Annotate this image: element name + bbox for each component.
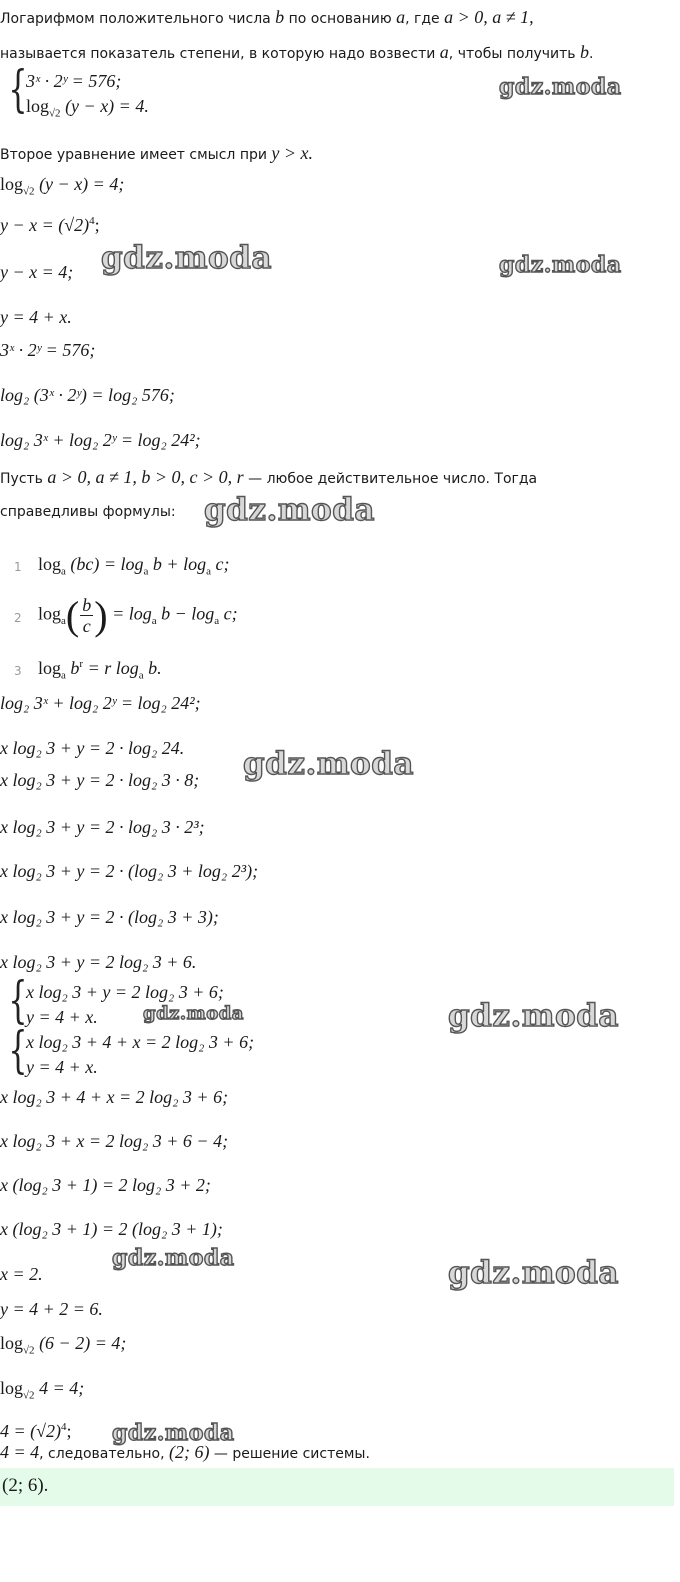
theorem-statement-2 (0, 504, 176, 520)
watermark: gdz.moda (499, 252, 622, 278)
step-line: x log₂ 3 + y = 2 · log₂ 3 · 8; (0, 770, 200, 790)
watermark: gdz.moda (101, 240, 272, 276)
step-line: y = 4 + 2 = 6. (0, 1299, 103, 1319)
solution: (2; 6) (168, 1442, 210, 1462)
domain-note (0, 143, 313, 164)
watermark: gdz.moda (448, 998, 619, 1034)
var-a: a (396, 7, 406, 27)
text: называется показатель степени, в которую надо возвести (0, 46, 440, 62)
text: по основанию (284, 11, 397, 27)
step-line: log₂ (3ˣ · 2ʸ) = log₂ 576; (0, 385, 175, 405)
step-line: x log₂ 3 + y = 2 · (log₂ 3 + 3); (0, 907, 219, 927)
step-line: $y - x = (√2)^4$; (0, 215, 100, 235)
var-a: a (439, 42, 449, 62)
text: — решение системы. (209, 1446, 370, 1462)
step-line: $\log_{√2} (y - x) = 4$; (0, 174, 125, 198)
list-number: 2 (14, 611, 22, 625)
text: Логарифмом положительного числа (0, 11, 276, 27)
text: Второе уравнение имеет смысл при (0, 147, 272, 163)
step-line: 3ˣ · 2ʸ = 576; (0, 340, 96, 360)
system-eq-2: y = 4 + x. (26, 1057, 98, 1077)
step-line: x log₂ 3 + x = 2 log₂ 3 + 6 − 4; (0, 1131, 229, 1151)
answer-value: (2; 6). (2, 1475, 49, 1496)
step-line: x log₂ 3 + y = 2 · log₂ 3 · 2³; (0, 817, 205, 837)
definition-line-2 (0, 42, 593, 63)
answer-box (0, 1468, 674, 1506)
watermark: gdz.moda (448, 1255, 619, 1291)
system-eq-2: $\log_{√2} (y - x) = 4$. (26, 96, 149, 120)
step-line: x log₂ 3 + y = 2 log₂ 3 + 6. (0, 952, 197, 972)
system-eq-1: 3ˣ · 2ʸ = 576; (26, 71, 122, 91)
condition: a > 0, a ≠ 1, (444, 7, 534, 27)
list-number: 1 (14, 560, 22, 574)
step-line: x log₂ 3 + y = 2 · (log₂ 3 + log₂ 2³); (0, 861, 259, 881)
step-line: x (log₂ 3 + 1) = 2 (log₂ 3 + 1); (0, 1219, 223, 1239)
watermark: gdz.moda (204, 492, 375, 528)
watermark: gdz.moda (243, 746, 414, 782)
formula-1: $\log_a (bc) = \log_a b + \log_a c$; (38, 554, 230, 578)
definition-line-1 (0, 7, 534, 28)
watermark: gdz.moda (499, 74, 622, 100)
step-line: x log₂ 3 + y = 2 · log₂ 24. (0, 738, 185, 758)
step-line: y − x = 4; (0, 262, 74, 282)
step-line: log₂ 3ˣ + log₂ 2ʸ = log₂ 24²; (0, 430, 201, 450)
condition: a > 0, a ≠ 1, b > 0, c > 0, r (47, 467, 244, 487)
list-number: 3 (14, 664, 22, 678)
formula-2: $\log_a$( $\frac{b}{c}$ ) = $\log_a b - \log_a c$; (38, 593, 238, 638)
var-b: b (580, 42, 590, 62)
text: , где (405, 11, 445, 27)
text: . (589, 46, 594, 62)
var-b: b (275, 7, 285, 27)
system-eq-1: x log₂ 3 + y = 2 log₂ 3 + 6; (26, 982, 224, 1002)
text: Пусть (0, 471, 48, 487)
step-line: y = 4 + x. (0, 307, 72, 327)
step-line: x log₂ 3 + 4 + x = 2 log₂ 3 + 6; (0, 1087, 229, 1107)
text: , следовательно, (39, 1446, 169, 1462)
condition: y > x. (271, 143, 314, 163)
watermark: gdz.moda (112, 1420, 235, 1446)
equation: 4 = 4 (0, 1442, 40, 1462)
watermark: gdz.moda (112, 1245, 235, 1271)
text: , чтобы получить (448, 46, 581, 62)
text: справедливы формулы: (0, 504, 176, 520)
system-brace: { (8, 60, 28, 118)
step-line: $\log_{√2} (6 - 2) = 4$; (0, 1333, 127, 1357)
step-line: $\log_{√2} 4 = 4$; (0, 1378, 85, 1402)
watermark: gdz.moda (143, 1003, 244, 1024)
formula-3: $\log_a b^r = r$ $\log_a b$. (38, 658, 162, 682)
text: — любое действительное число. Тогда (243, 471, 538, 487)
system-brace: { (8, 971, 28, 1029)
theorem-statement (0, 467, 537, 488)
system-eq-2: y = 4 + x. (26, 1007, 98, 1027)
step-line: $4 = (√2)^4$; (0, 1421, 72, 1441)
system-eq-1: x log₂ 3 + 4 + x = 2 log₂ 3 + 6; (26, 1032, 255, 1052)
step-line: x = 2. (0, 1264, 43, 1284)
step-line: log₂ 3ˣ + log₂ 2ʸ = log₂ 24²; (0, 693, 201, 713)
step-line: x (log₂ 3 + 1) = 2 log₂ 3 + 2; (0, 1175, 211, 1195)
system-brace: { (8, 1021, 28, 1079)
